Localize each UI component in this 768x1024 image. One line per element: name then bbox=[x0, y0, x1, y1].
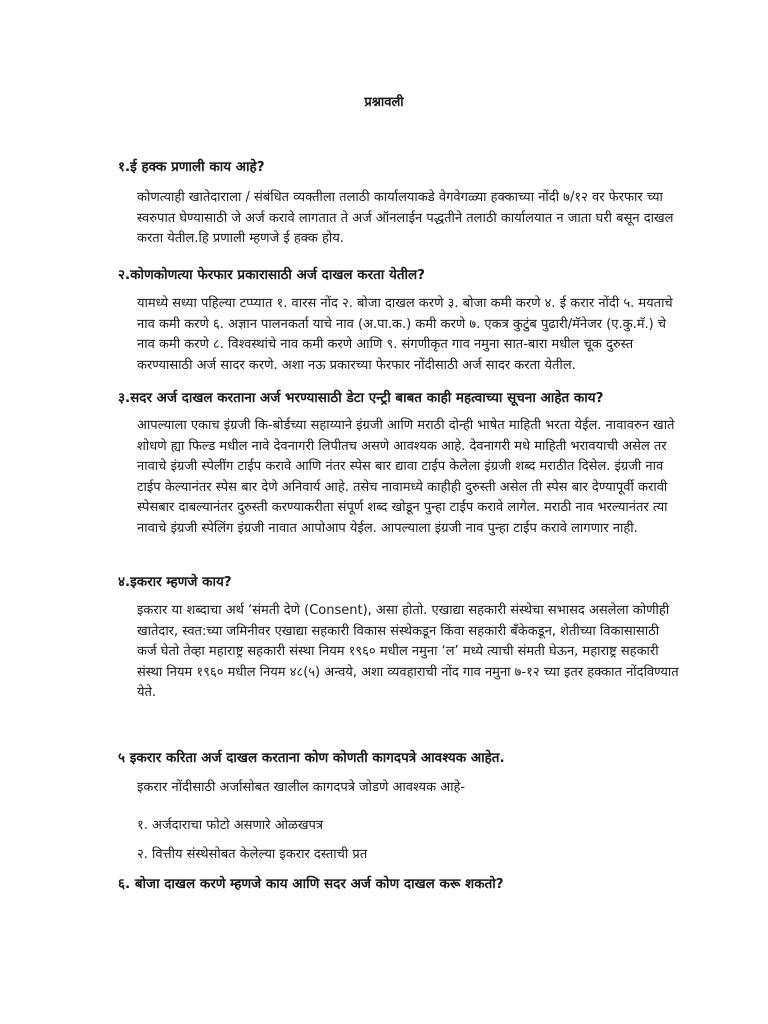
answer-paragraph-5: इकरार नोंदीसाठी अर्जासोबत खालील कागदपत्रे जोडणे आवश्यक आहे- bbox=[137, 780, 466, 795]
question-heading-2: २.कोणकोणत्या फेरफार प्रकारासाठी अर्ज दाखल करता येतील? bbox=[118, 267, 426, 283]
document-title: प्रश्नावली bbox=[364, 95, 404, 110]
answer-paragraph-1: कोणत्याही खातेदाराला / संबंधित व्यक्तीला तलाठी कार्यालयाकडे वेगवेगळ्या हक्काच्या नोंदी ७/१२ वर फेरफार च्या स्वरुपात घेण्यासाठी जे अर्ज करावे लागतात ते अर्ज ऑनलाईन पद्धतीने तलाठी कार्यालयात न जाता घरी बसून दाखल करता येतील.हि प्रणाली म्हणजे ई हक्क होय. bbox=[137, 190, 674, 247]
answer-paragraph-2: यामध्ये सध्या पहिल्या टप्प्यात १. वारस नोंद २. बोजा दाखल करणे ३. बोजा कमी करणे ४. ई करार नोंदी ५. मयताचे नाव कमी करणे ६. अज्ञान पालनकर्ता याचे नाव (अ.पा.क.) कमी करणे ७. एकत्र कुटुंब पुढारी/मॅनेजर (ए.कु.मॅ.) चे नाव कमी करणे ८. विश्वस्थांचे नाव कमी करणे आणि ९. संगणीकृत गाव नमुना सात-बारा मधील चूक दुरुस्त करण्यासाठी अर्ज सादर करणे. अशा नऊ प्रकारच्या फेरफार नोंदीसाठी अर्ज सादर करता येतील. bbox=[137, 296, 673, 373]
question-heading-6: ६. बोजा दाखल करणे म्हणजे काय आणि सदर अर्ज कोण दाखल करू शकतो? bbox=[118, 876, 504, 892]
question-heading-3: ३.सदर अर्ज दाखल करताना अर्ज भरण्यासाठी डेटा एन्ट्री बाबत काही महत्वाच्या सूचना आहेत काय? bbox=[118, 390, 604, 406]
answer-paragraph-4: इकरार या शब्दाचा अर्थ ‘संमती देणे (Consent), असा होतो. एखाद्या सहकारी संस्थेचा सभासद असलेला कोणीही खातेदार, स्वत:च्या जमिनीवर एखाद्या सहकारी विकास संस्थेकडून किंवा सहकारी बँकेकडून, शेतीच्या विकासासाठी कर्ज घेतो तेव्हा महाराष्ट्र सहकारी संस्था नियम १९६० मधील नमुना ‘ल’ मध्ये त्याची संमती घेऊन, महाराष्ट्र सहकारी संस्था नियम १९६० मधील नियम ४८(५) अन्वये, अशा व्यवहाराची नोंद गाव नमुना ७-१२ च्या इतर हक्कात नोंदविण्यात येते. bbox=[137, 603, 679, 701]
question-heading-5: ५ इकरार करिता अर्ज दाखल करताना कोण कोणती कागदपत्रे आवश्यक आहेत. bbox=[118, 750, 505, 766]
question-heading-1: १.ई हक्क प्रणाली काय आहे? bbox=[118, 159, 265, 175]
document-list-item: २. वित्तीय संस्थेसोबत केलेल्या इकरार दस्ताची प्रत bbox=[137, 847, 368, 862]
answer-paragraph-3: आपल्याला एकाच इंग्रजी कि-बोर्डच्या सहाय्याने इंग्रजी आणि मराठी दोन्ही भाषेत माहिती भरता येईल. नावावरुन खाते शोधणे ह्या फिल्ड मधील नावे देवनागरी लिपीतच असणे आवश्यक आहे. देवनागरी मधे माहिती भरावयाची असेल तर नावाचे इंग्रजी स्पेलींग टाईप करावे आणि नंतर स्पेस बार द्यावा टाईप केलेला इंग्रजी शब्द मराठीत दिसेल. इंग्रजी नाव टाईप केल्यानंतर स्पेस बार देणे अनिवार्य आहे. तसेच नावामध्ये काहीही दुरुस्ती असेल ती स्पेस बार देण्यापूर्वी करावी स्पेसबार दाबल्यानंतर दुरुस्ती करण्याकरीता संपूर्ण शब्द खोडून पुन्हा टाईप करावे लागेल. मराठी नाव भरल्यानंतर त्या नावाचे इंग्रजी स्पेलिंग इंग्रजी नावात आपोआप येईल. आपल्याला इंग्रजी नाव पुन्हा टाईप करावे लागणार नाही. bbox=[137, 418, 675, 536]
question-heading-4: ४.इकरार म्हणजे काय? bbox=[118, 574, 232, 590]
document-list-item: १. अर्जदाराचा फोटो असणारे ओळखपत्र bbox=[137, 818, 324, 833]
